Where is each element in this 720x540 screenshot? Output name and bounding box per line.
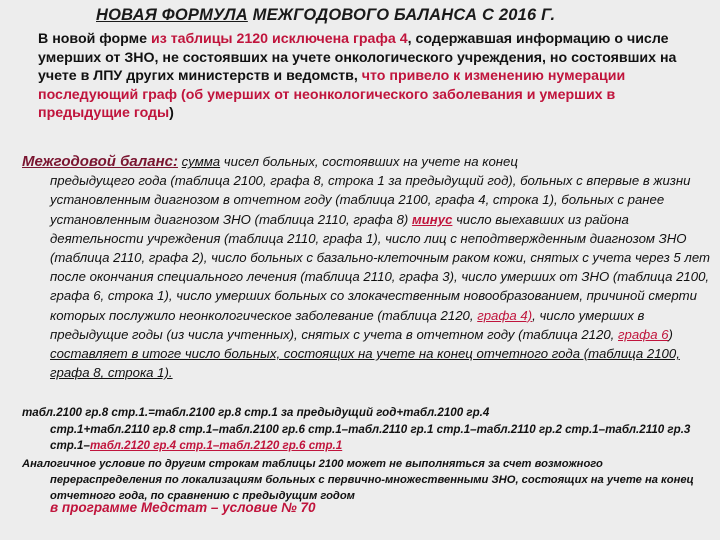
graph-4-ref: графа 4) [477, 307, 533, 323]
definition-body [22, 171, 712, 382]
intro-text-2: , содержавшая информацию о числе умерших от ЗНО, не состоявших на учете онкологического учреждения, но состоявших на учете в ЛПУ других министерств и ведомств, [38, 31, 677, 85]
intro-paragraph [38, 30, 678, 123]
definition-text-3: число выехавших из района деятельности учреждения (таблица 2110, графа 1), число лиц с неподтвержденным диагнозом ЗНО (таблица 2110, графа 2), число больных с базально-клеточным раком кожи, снятых с учета через 5 лет после окончания специального лечения (таблица 2110, графа 3), число умерших от ЗНО (таблица 2100, графа 6, строка 1), число умерших больных со злокачественным новообразованием, причиной смерти которых послужило неонкологическое заболевание (таблица 2120, [50, 211, 711, 323]
slide-title [96, 6, 616, 25]
graph-6-ref: графа 6 [618, 326, 669, 342]
balance-formula [22, 405, 712, 455]
definition-text-5: ) [668, 326, 673, 342]
minus-word: минус [411, 211, 453, 227]
formula-line-2: стр.1+табл.2110 гр.8 стр.1–табл.2100 гр.6 стр.1–табл.2110 гр.1 стр.1–табл.2110 гр.2 стр.1–табл.2110 гр.3 стр.1– [50, 422, 691, 452]
balance-definition [22, 152, 712, 382]
balance-lead: Межгодовой баланс: [22, 153, 178, 170]
note-line-1: Аналогичное условие по другим строкам таблицы 2100 может не выполняться за счет возможного [22, 458, 603, 470]
definition-text-2: предыдущего года (таблица 2100, графа 8, строка 1 за предыдущий год), больных с впервые в жизни установленным диагнозом в отчетном году (таблица 2100, графа 4, строка 1), больных с ранее установленным диагнозом ЗНО (таблица 2110, графа 8) [50, 173, 691, 227]
formula-line-1: табл.2100 гр.8 стр.1.=табл.2100 гр.8 стр.1 за предыдущий год+табл.2100 гр.4 [22, 406, 490, 419]
note-paragraph [22, 456, 712, 504]
summa-word: сумма [181, 154, 221, 169]
medstat-condition: в программе Медстат – условие № 70 [50, 500, 316, 515]
note-line-2: перераспределения по локализациям больных с первично-множественными ЗНО, состоящих на учете на конец отчетного года, по сравнению с предыдущим годом [50, 474, 694, 502]
title-rest: МЕЖГОДОВОГО БАЛАНСА С 2016 Г. [247, 6, 556, 24]
definition-text-1: чисел больных, состоявших на учете на конец [220, 154, 518, 169]
definition-text-4: , число умерших в предыдущие годы (из числа учтенных), снятых с учета в отчетном году (таблица 2120, [50, 307, 645, 342]
intro-text-3: ) [169, 105, 174, 122]
intro-highlight-1: из таблицы 2120 исключена графа 4 [151, 31, 408, 47]
formula-highlight: табл.2120 гр.4 стр.1–табл.2120 гр.6 стр.1 [89, 439, 343, 452]
formula-body [22, 422, 712, 455]
intro-highlight-2: что привело к изменению нумерации последующий граф (об умерших от неонкологического заболевания и умерших в предыдущие годы [38, 68, 626, 122]
intro-text-1: В новой форме [38, 31, 151, 47]
title-underlined: НОВАЯ ФОРМУЛА [96, 6, 248, 24]
definition-result: составляет в итоге число больных, состоящих на учете на конец отчетного года (таблица 2100, графа 8, строка 1). [50, 346, 680, 381]
